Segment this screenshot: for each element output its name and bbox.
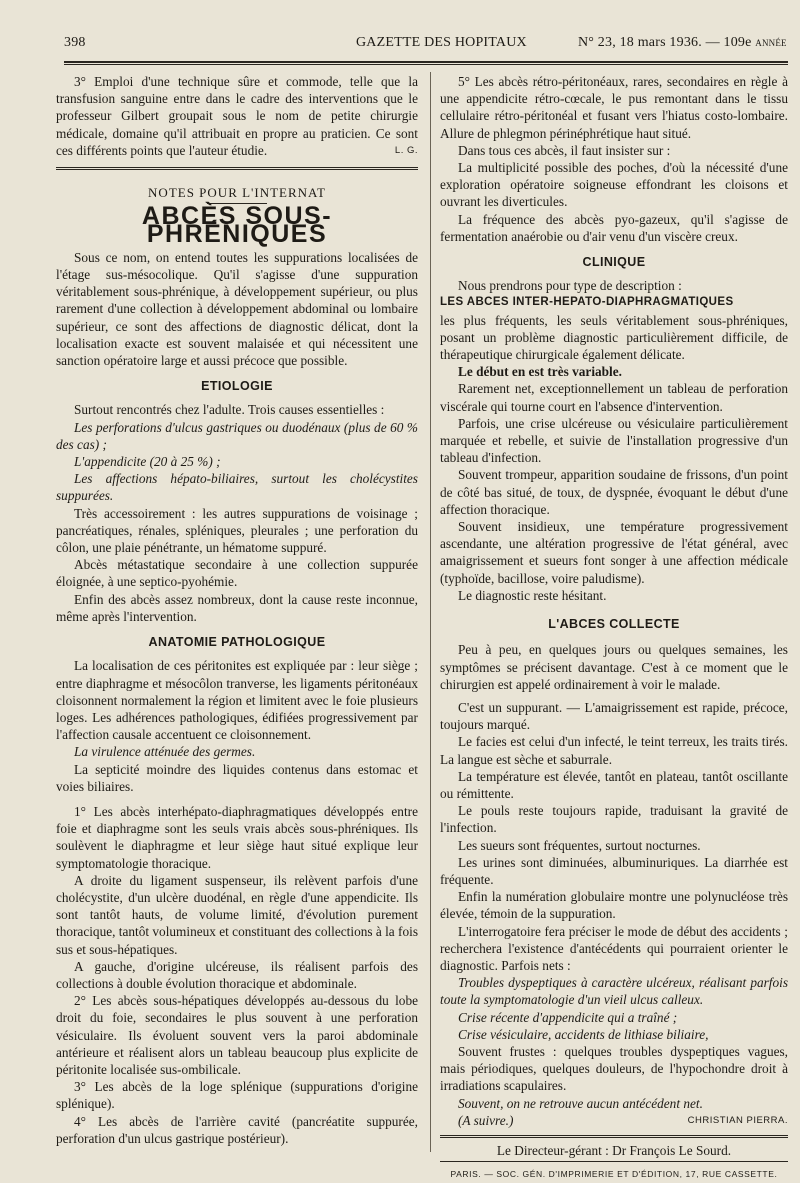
etio-paragraph: Les affections hépato-biliaires, surtout les cholécystites suppurées. bbox=[56, 471, 418, 504]
body-paragraph: La fréquence des abcès pyo-gazeux, qu'il s'agisse de fermentation anaérobie ou d'air venu d'un viscère creux. bbox=[440, 211, 788, 244]
footer-rule-thin bbox=[440, 1161, 788, 1162]
etio-paragraph: Abcès métastatique secondaire à une collection suppurée éloignée, à une septico-pyohémie. bbox=[56, 557, 418, 590]
left-column bbox=[56, 73, 418, 1147]
author-signature: CHRISTIAN PIERRA. bbox=[687, 1114, 788, 1126]
publication-title: GAZETTE DES HOPITAUX bbox=[356, 35, 527, 50]
issue-date: N° 23, 18 mars 1936. — 109e bbox=[578, 35, 752, 50]
clinique-subheading: LES ABCES INTER-HEPATO-DIAPHRAGMATIQUES bbox=[440, 296, 734, 309]
anat-paragraph: 1° Les abcès interhépato-diaphragmatiques développés entre foie et diaphragme sont les seuls vrais abcès sous-phréniques. Ils soulèvent le diaphragme et leur siège haut situé explique leur symptomatologie thoracique. bbox=[56, 803, 418, 871]
signature-line bbox=[440, 1112, 788, 1129]
clinique-paragraph: Souvent insidieux, une température progressivement ascendante, une altération progressive de l'état général, avec amaigrissement et sueurs font songer à une affection médicale (typhoïde, bacillose, voire paludisme). bbox=[440, 519, 788, 586]
a-suivre: (A suivre.) bbox=[458, 1112, 514, 1128]
collecte-paragraph: Les sueurs sont fréquentes, surtout nocturnes. bbox=[458, 837, 701, 853]
collecte-paragraph: C'est un suppurant. — L'amaigrissement est rapide, précoce, toujours marqué. bbox=[440, 699, 788, 733]
anat-paragraph: 4° Les abcès de l'arrière cavité (pancréatite suppurée, perforation d'un ulcus gastrique postérieur). bbox=[56, 1113, 418, 1146]
heading-clinique: CLINIQUE bbox=[582, 255, 646, 270]
collecte-paragraph: Le facies est celui d'un infecté, le teint terreux, les traits tirés. La langue est sèche et saburrale. bbox=[440, 734, 788, 767]
anat-paragraph: A droite du ligament suspenseur, ils relèvent parfois d'une cholécystite, d'un ulcère duodénal, en règle d'une appendicite. Ils sont tantôt hauts, de volume limité, d'évolution purement thoracique, tantôt volumineux et constituant des collections à la fois sus et sous-hépatiques. bbox=[56, 872, 418, 957]
etio-paragraph: Surtout rencontrés chez l'adulte. Trois causes essentielles : bbox=[74, 402, 385, 418]
right-column bbox=[440, 73, 788, 1183]
section-rule bbox=[56, 167, 418, 170]
clinique-paragraph: les plus fréquents, les seuls véritablement sous-phréniques, posant un problème diagnostic particulièrement difficile, de thérapeutique chirurgicale également délicate. bbox=[440, 312, 788, 363]
column-divider bbox=[430, 72, 431, 1152]
heading-anatomie: ANATOMIE PATHOLOGIQUE bbox=[148, 635, 326, 650]
intro-signature: L. G. bbox=[394, 145, 418, 157]
clinique-paragraph: Parfois, une crise ulcéreuse ou vésiculaire particulièrement marquée et rebelle, et suivie de l'installation progressive d'un tableau d'infection. bbox=[440, 415, 788, 466]
anat-paragraph: La septicité moindre des liquides contenus dans estomac et voies biliaires. bbox=[56, 761, 418, 794]
page-header bbox=[64, 33, 790, 59]
collecte-paragraph: Enfin la numération globulaire montre une polynucléose très élevée, témoin de la suppuration. bbox=[440, 889, 788, 922]
collecte-paragraph: Le pouls reste toujours rapide, traduisant la gravité de l'infection. bbox=[440, 803, 788, 836]
anat-paragraph: La virulence atténuée des germes. bbox=[74, 744, 256, 760]
header-rule-thin bbox=[64, 64, 788, 65]
clinique-paragraph: Le diagnostic reste hésitant. bbox=[458, 587, 607, 603]
page-number: 398 bbox=[64, 35, 86, 50]
collecte-paragraph: Les urines sont diminuées, albuminuriques. La diarrhée est fréquente. bbox=[440, 854, 788, 887]
clinique-paragraph: Nous prendrons pour type de description : bbox=[458, 278, 682, 294]
footer-rule bbox=[440, 1135, 788, 1138]
collecte-paragraph: Souvent, on ne retrouve aucun antécédent net. bbox=[458, 1095, 703, 1111]
anat-paragraph: 2° Les abcès sous-hépatiques développés au-dessous du lobe droit du foie, secondaires le plus souvent à une perforation vésiculaire. Ils évoluent souvent vers la paroi abdominale antérieure et réalisent alors un tableau beaucoup plus explicite de péritonite localisée sus-ombilicale. bbox=[56, 993, 418, 1077]
anat-paragraph: 3° Les abcès de la loge splénique (suppurations d'origine splénique). bbox=[56, 1079, 418, 1112]
heading-etiologie: ETIOLOGIE bbox=[201, 379, 273, 394]
body-paragraph: La multiplicité possible des poches, d'où la nécessité d'une exploration opératoire soigneuse effondrant les cloisons et ouvrant les diverticules. bbox=[440, 160, 788, 210]
issue-info bbox=[578, 35, 787, 51]
anat-paragraph: A gauche, d'origine ulcéreuse, ils réalisent parfois des collections à double évolution thoracique et abdominale. bbox=[56, 958, 418, 991]
header-rule bbox=[64, 61, 788, 63]
collecte-paragraph: La température est élevée, tantôt en plateau, tantôt oscillante ou rémittente. bbox=[440, 768, 788, 801]
imprint-line: PARIS. — SOC. GÉN. D'IMPRIMERIE ET D'ÉDITION, 17, RUE CASSETTE. bbox=[450, 1169, 778, 1180]
notes-heading: NOTES POUR L'INTERNAT bbox=[148, 185, 326, 201]
collecte-paragraph: Souvent frustes : quelques troubles dyspeptiques vagues, mais périodiques, quelques douleurs, de l'hypochondre droit à irradiations scapulaires. bbox=[440, 1043, 788, 1094]
clinique-paragraph: Le début en est très variable. bbox=[458, 364, 622, 380]
anat-paragraph: La localisation de ces péritonites est expliquée par : leur siège ; entre diaphragme et mésocôlon tranverse, les ligaments péritonéaux cloisonnent normalement la région et limitent avec le foie plusieurs loges. Les adhérences pathologiques, édifiées progressivement par l'affection causale accentuent ce cloisonnement. bbox=[56, 658, 418, 743]
intro-paragraph: 3° Emploi d'une technique sûre et commode, telle que la transfusion sanguine entre dans le cadre des interventions que le professeur Gilbert groupait sous le nom de petite chirurgie médicale, domaine qu'il attribuait en propre au praticien. Ce sont ces différents points que l'auteur étudie. bbox=[56, 74, 418, 158]
article-title: ABCÈS SOUS-PHRÉNIQUES bbox=[141, 202, 333, 248]
etio-paragraph: Les perforations d'ulcus gastriques ou duodénaux (plus de 60 % des cas) ; bbox=[56, 419, 418, 452]
collecte-paragraph: Crise récente d'appendicite qui a traîné ; bbox=[458, 1009, 678, 1025]
collecte-paragraph: Troubles dyspeptiques à caractère ulcéreux, réalisant parfois toute la symptomatologie d'un vieil ulcus calleux. bbox=[440, 975, 788, 1008]
clinique-paragraph: Rarement net, exceptionnellement un tableau de perforation viscérale qui tourne court en l'absence d'intervention. bbox=[440, 381, 788, 414]
heading-abces-collecte: L'ABCES COLLECTE bbox=[548, 617, 680, 632]
director-line: Le Directeur-gérant : Dr François Le Sourd. bbox=[496, 1142, 732, 1158]
collecte-paragraph: Crise vésiculaire, accidents de lithiase biliaire, bbox=[458, 1026, 709, 1042]
clinique-paragraph: Souvent trompeur, apparition soudaine de frissons, d'un point de côté bas situé, de toux, de dyspnée, évoquant le début d'une affection thoracique. bbox=[440, 467, 788, 517]
body-paragraph: 5° Les abcès rétro-péritonéaux, rares, secondaires en règle à une appendicite rétro-cœcale, le pus remontant dans le tissu cellulaire rétro-péritonéal et fusant vers l'hiatus costo-lombaire. Allure de phlegmon périnéphrétique haut situé. bbox=[440, 74, 788, 141]
definition-paragraph: Sous ce nom, on entend toutes les suppurations localisées de l'étage sus-mésocolique. Qu'il s'agisse d'une suppuration véritablement sous-phrénique, à développement supérieur, ou plus rarement d'une collection à développement abdominal ou lombaire supérieur, ce sont des affections de diagnostic délicat, dont la localisation exacte est souvent malaisée et qui nécessitent une sanction opératoire large et aussi précoce que possible. bbox=[56, 249, 418, 369]
etio-paragraph: Enfin des abcès assez nombreux, dont la cause reste inconnue, même après l'intervention. bbox=[56, 591, 418, 624]
body-paragraph: Dans tous ces abcès, il faut insister sur : bbox=[458, 142, 671, 158]
etio-paragraph: L'appendicite (20 à 25 %) ; bbox=[74, 454, 221, 470]
etio-paragraph: Très accessoirement : les autres suppurations de voisinage ; pancréatiques, rénales, spléniques, pleurales ; une perforation du côlon, une plaie pénétrante, un hématome suppuré. bbox=[56, 505, 418, 556]
issue-annee: ANNÉE bbox=[755, 38, 787, 48]
collecte-paragraph: Peu à peu, en quelques jours ou quelques semaines, les symptômes se précisent davantage. C'est à ce moment que le chirurgien est appelé ordinairement à voir le malade. bbox=[440, 642, 788, 692]
collecte-paragraph: L'interrogatoire fera préciser le mode de début des accidents ; recherchera l'existence d'antécédents qui pourraient orienter le diagnostic. Parfois nets : bbox=[440, 923, 788, 973]
